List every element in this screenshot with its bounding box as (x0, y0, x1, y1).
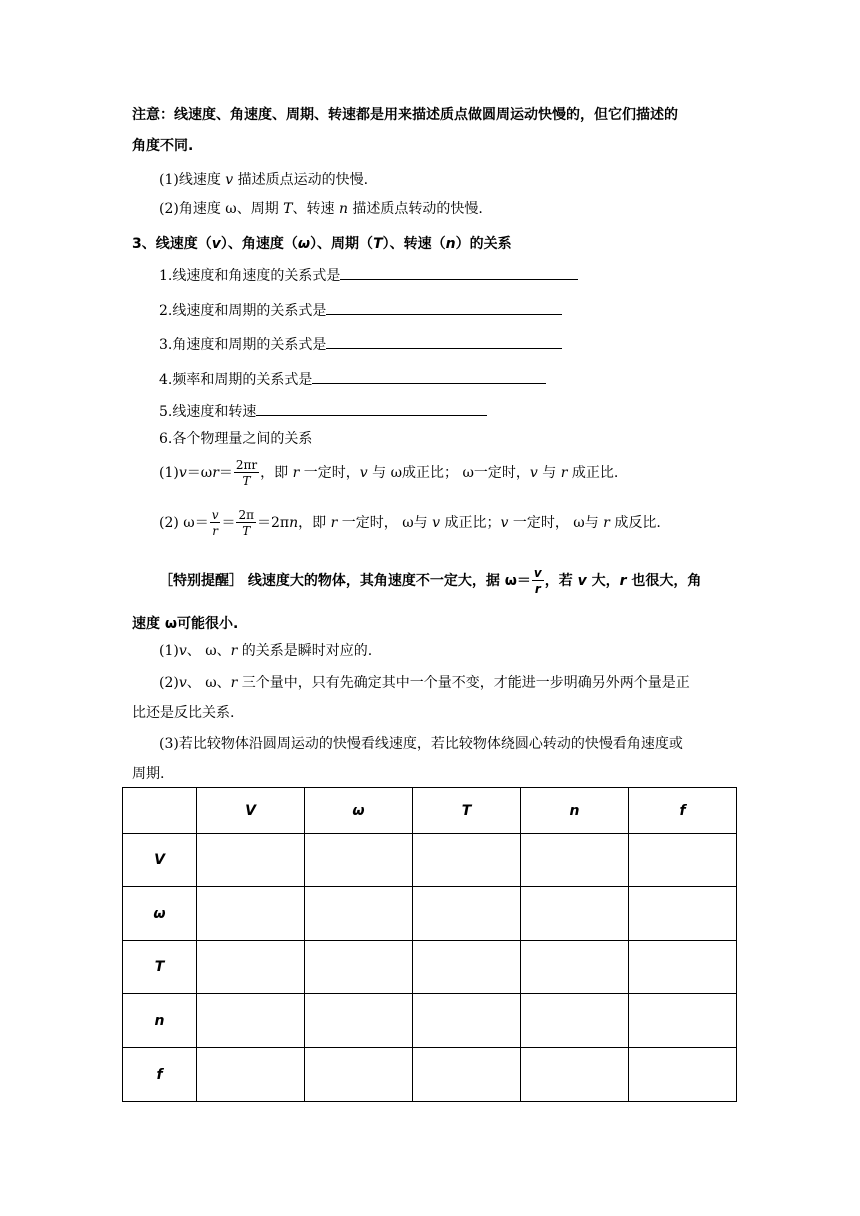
fraction-2pir-over-T: $\frac{2\pi r}{T}$ (235, 458, 258, 488)
table-cell[interactable] (521, 994, 629, 1048)
answer-blank-5[interactable] (256, 401, 487, 416)
table-cell[interactable] (629, 834, 737, 887)
answer-blank-4[interactable] (312, 369, 546, 384)
relation-5: 5.线速度和转速 (159, 401, 487, 421)
table-cell[interactable] (521, 834, 629, 887)
point-2-line-1: (2)v、 ω、r 三个量中，只有先确定其中一个量不变，才能进一步明确另外两个量是正 (159, 675, 690, 691)
point-1: (1)v、 ω、r 的关系是瞬时对应的. (159, 643, 373, 659)
relation-3: 3.角速度和周期的关系式是 (159, 334, 562, 354)
table-cell[interactable] (629, 1048, 737, 1102)
special-tip-line-2: 速度 ω可能很小. (132, 616, 239, 632)
row-label-t: T (123, 941, 197, 994)
header-cell-t: T (413, 788, 521, 834)
row-label-f: f (123, 1048, 197, 1102)
table-row (123, 887, 737, 941)
point-3-line-2: 周期. (132, 766, 165, 782)
table-row (123, 994, 737, 1048)
table-cell[interactable] (629, 941, 737, 994)
relation-table (122, 787, 737, 1102)
header-cell-omega: ω (305, 788, 413, 834)
fraction-v-over-r-bold: $\frac{v}{r}$ (533, 566, 542, 596)
point-3-line-1: (3)若比较物体沿圆周运动的快慢看线速度，若比较物体绕圆心转动的快慢看角速度或 (159, 736, 683, 752)
header-cell-v: V (197, 788, 305, 834)
note-line-1: 注意：线速度、角速度、周期、转速都是用来描述质点做圆周运动快慢的，但它们描述的 (132, 107, 678, 123)
relation-1: 1.线速度和角速度的关系式是 (159, 265, 578, 285)
table-cell[interactable] (197, 887, 305, 941)
item-angular-speed: (2)角速度 ω、周期 T、转速 n 描述质点转动的快慢. (159, 201, 483, 217)
header-cell-n: n (521, 788, 629, 834)
row-label-n: n (123, 994, 197, 1048)
table-cell[interactable] (305, 994, 413, 1048)
table-row (123, 941, 737, 994)
table-cell[interactable] (413, 834, 521, 887)
table-cell[interactable] (629, 994, 737, 1048)
header-cell-f: f (629, 788, 737, 834)
answer-blank-1[interactable] (340, 265, 578, 280)
relation-2: 2.线速度和周期的关系式是 (159, 300, 562, 320)
note-line-2: 角度不同. (132, 138, 194, 154)
table-cell[interactable] (521, 1048, 629, 1102)
table-cell[interactable] (305, 1048, 413, 1102)
table-cell[interactable] (413, 941, 521, 994)
table-cell[interactable] (305, 941, 413, 994)
table-cell[interactable] (629, 887, 737, 941)
section-3-heading: 3、线速度（v）、角速度（ω）、周期（T）、转速（n）的关系 (132, 236, 512, 252)
special-tip-line-1: ［特别提醒］ 线速度大的物体，其角速度不一定大，据 ω＝ $\frac{v}{r}$ ，若 v 大，r 也很大，角 (159, 566, 702, 596)
relation-6: 6.各个物理量之间的关系 (159, 431, 313, 447)
fraction-2pi-over-T: $\frac{2\pi}{T}$ (238, 508, 255, 538)
table-cell[interactable] (413, 887, 521, 941)
table-cell[interactable] (197, 1048, 305, 1102)
point-2-line-2: 比还是反比关系. (132, 705, 235, 721)
row-label-v: V (123, 834, 197, 887)
table-cell[interactable] (305, 834, 413, 887)
table-cell[interactable] (521, 941, 629, 994)
table-cell[interactable] (413, 1048, 521, 1102)
item-linear-speed: (1)线速度 v 描述质点运动的快慢. (159, 172, 369, 188)
table-cell[interactable] (305, 887, 413, 941)
answer-blank-3[interactable] (326, 334, 562, 349)
answer-blank-2[interactable] (326, 300, 562, 315)
row-label-omega: ω (123, 887, 197, 941)
table-cell[interactable] (197, 941, 305, 994)
table-corner-cell (123, 788, 197, 834)
table-header-row (123, 788, 737, 834)
fraction-v-over-r: $\frac{v}{r}$ (211, 508, 219, 538)
table-cell[interactable] (197, 994, 305, 1048)
table-row (123, 1048, 737, 1102)
table-cell[interactable] (413, 994, 521, 1048)
table-cell[interactable] (197, 834, 305, 887)
relation-4: 4.频率和周期的关系式是 (159, 369, 546, 389)
table-row (123, 834, 737, 887)
table-cell[interactable] (521, 887, 629, 941)
formula-1: (1)v＝ωr＝ $\frac{2\pi r}{T}$ ，即 r 一定时，v 与 ω成正比； ω一定时，v 与 r 成正比. (159, 458, 619, 488)
formula-2: (2) ω＝ $\frac{v}{r}$ ＝ $\frac{2\pi}{T}$ ＝2πn，即 r 一定时， ω与 v 成正比；v 一定时， ω与 r 成反比. (159, 508, 661, 538)
